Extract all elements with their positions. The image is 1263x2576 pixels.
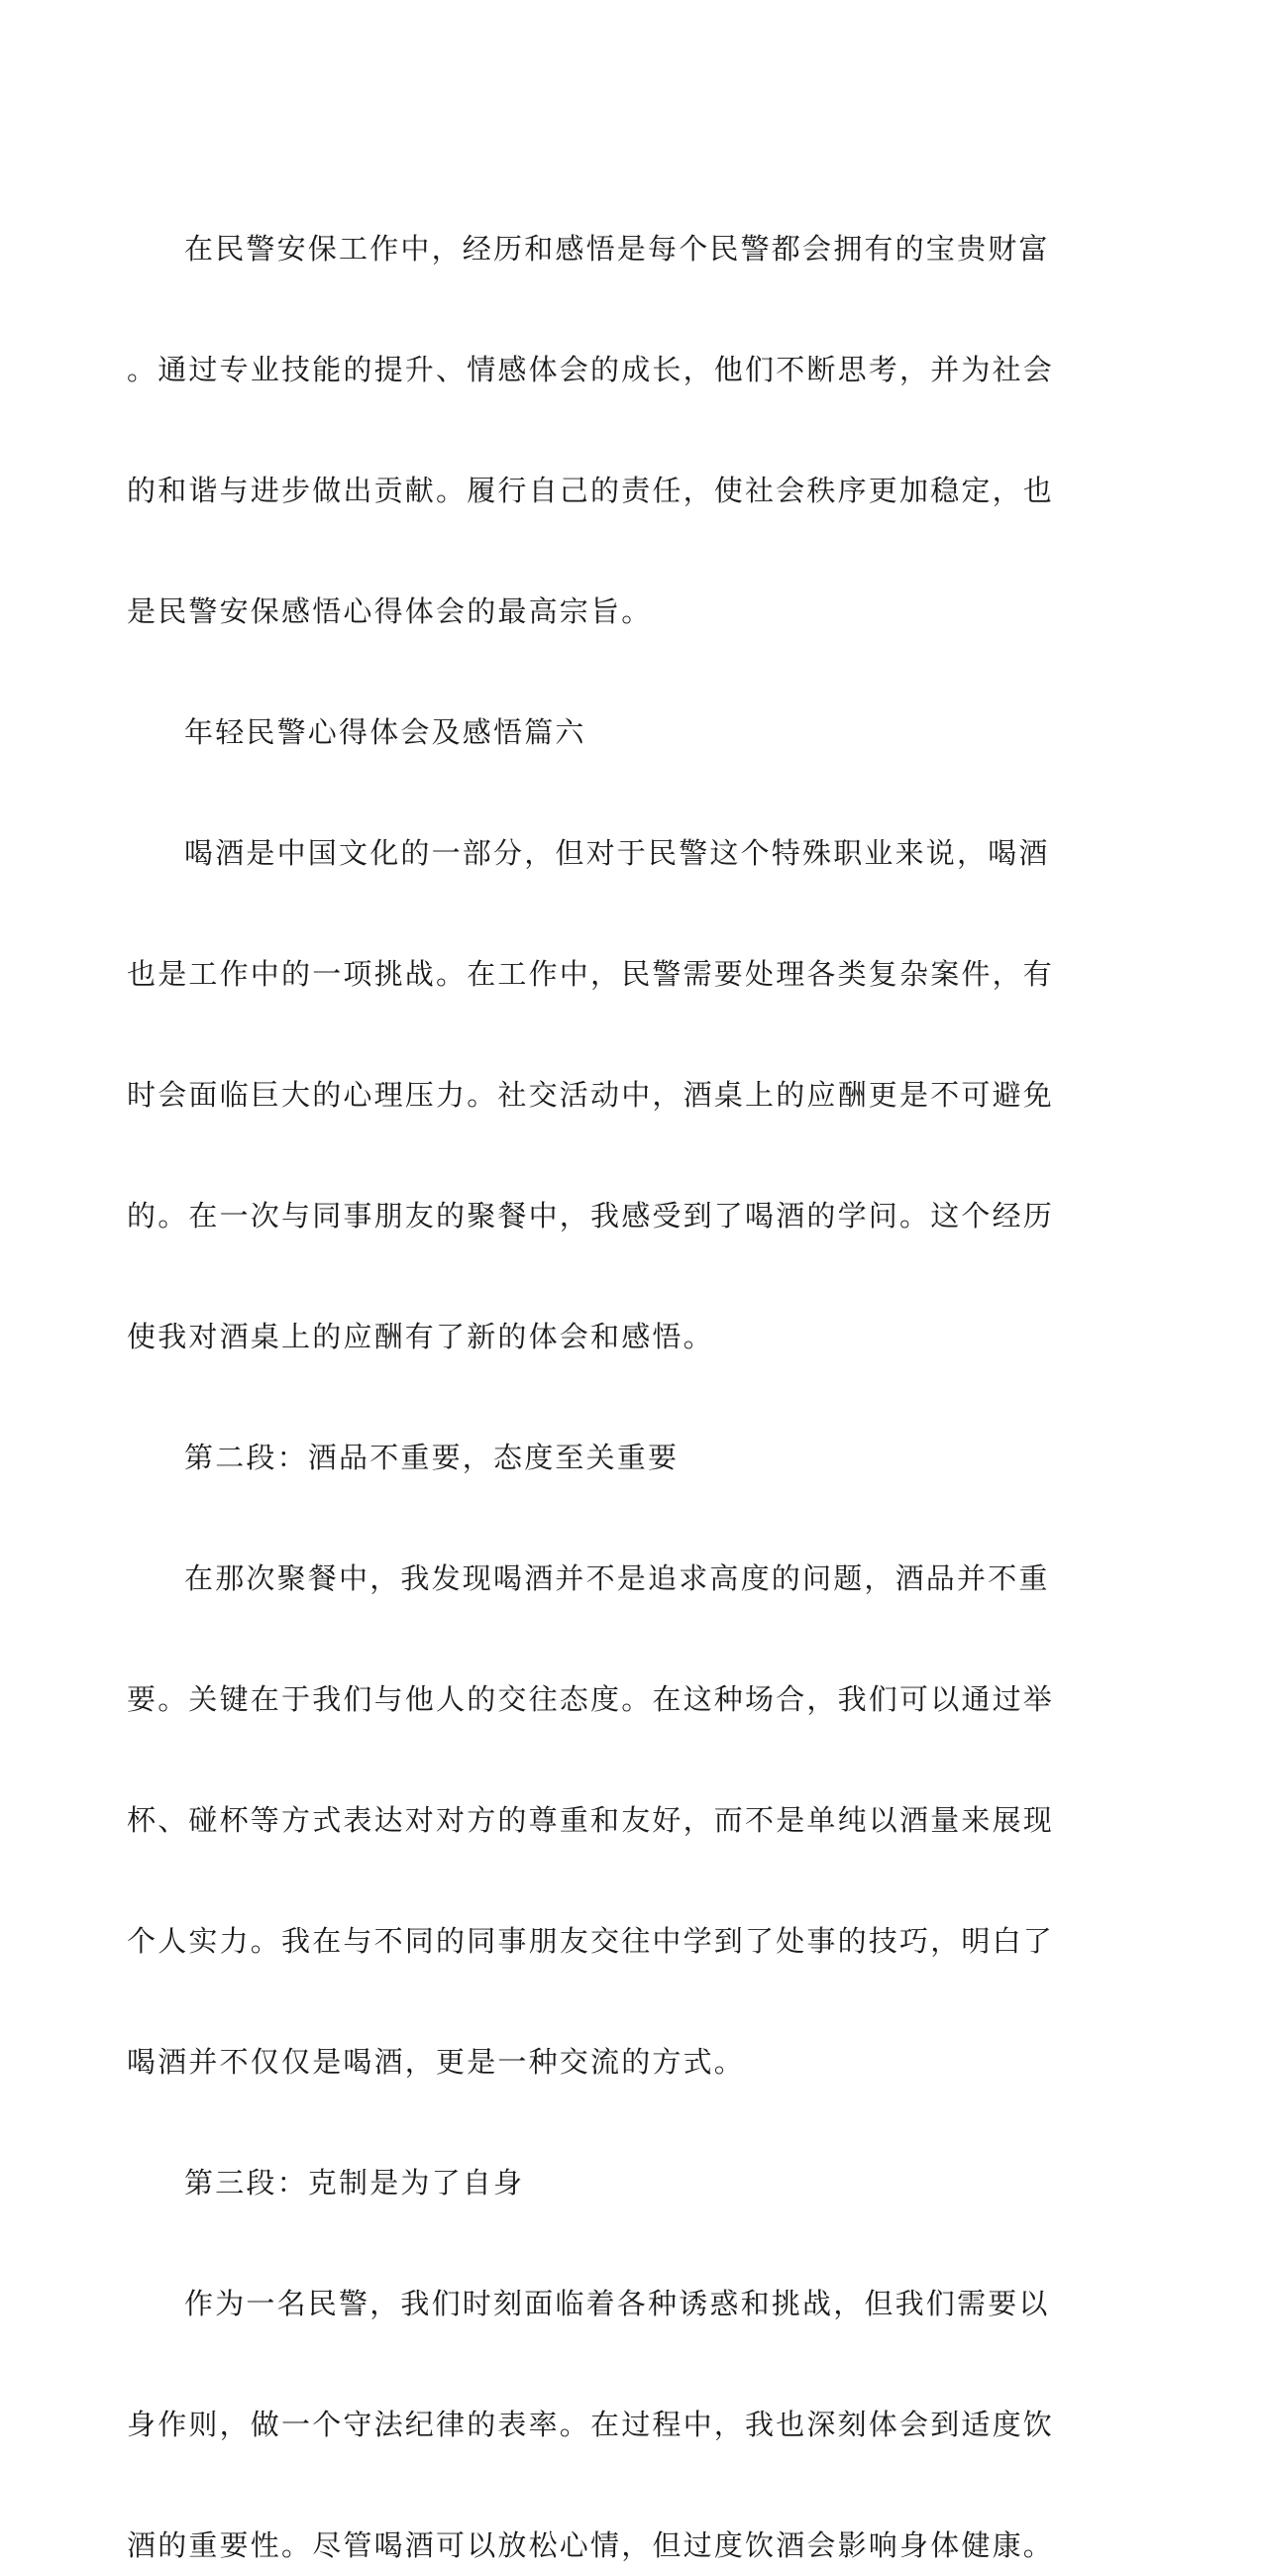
line: 喝酒是中国文化的一部分，但对于民警这个特殊职业来说，喝酒 — [184, 836, 1050, 870]
line: 作为一名民警，我们时刻面临着各种诱惑和挑战，但我们需要以 — [184, 2287, 1050, 2320]
section-heading-part-three — [184, 2093, 1056, 2213]
paragraph-drinking-intro — [127, 763, 1056, 1367]
paragraph-restraint — [127, 2213, 1056, 2576]
line: 身作则，做一个守法纪律的表率。在过程中，我也深刻体会到适度饮 — [127, 2408, 1055, 2441]
line: 在那次聚餐中，我发现喝酒并不是追求高度的问题，酒品并不重 — [184, 1561, 1050, 1595]
line: 的。在一次与同事朋友的聚餐中，我感受到了喝酒的学问。这个经历 — [127, 1199, 1055, 1233]
line: 使我对酒桌上的应酬有了新的体会和感悟。 — [127, 1320, 714, 1353]
heading-text: 第三段：克制是为了自身 — [184, 2166, 525, 2200]
line: 是民警安保感悟心得体会的最高宗旨。 — [127, 594, 653, 628]
document-body — [127, 159, 1056, 2576]
heading-text: 年轻民警心得体会及感悟篇六 — [184, 715, 586, 749]
line: 在民警安保工作中，经历和感悟是每个民警都会拥有的宝贵财富 — [184, 232, 1050, 266]
line: 。通过专业技能的提升、情感体会的成长，他们不断思考，并为社会 — [127, 353, 1055, 386]
line: 要。关键在于我们与他人的交往态度。在这种场合，我们可以通过举 — [127, 1682, 1055, 1716]
paragraph-security-work-reflection — [127, 159, 1056, 642]
line: 杯、碰杯等方式表达对对方的尊重和友好，而不是单纯以酒量来展现 — [127, 1803, 1055, 1837]
line: 个人实力。我在与不同的同事朋友交往中学到了处事的技巧，明白了 — [127, 1924, 1055, 1958]
paragraph-attitude — [127, 1488, 1056, 2093]
section-heading-part-six — [184, 642, 1056, 763]
line: 也是工作中的一项挑战。在工作中，民警需要处理各类复杂案件，有 — [127, 957, 1055, 991]
line: 时会面临巨大的心理压力。社交活动中，酒桌上的应酬更是不可避免 — [127, 1078, 1055, 1112]
line: 酒的重要性。尽管喝酒可以放松心情，但过度饮酒会影响身体健康。 — [127, 2528, 1055, 2562]
section-heading-part-two — [184, 1367, 1056, 1488]
heading-text: 第二段：酒品不重要，态度至关重要 — [184, 1441, 680, 1474]
line: 的和谐与进步做出贡献。履行自己的责任，使社会秩序更加稳定，也 — [127, 474, 1055, 507]
line: 喝酒并不仅仅是喝酒，更是一种交流的方式。 — [127, 2045, 746, 2079]
